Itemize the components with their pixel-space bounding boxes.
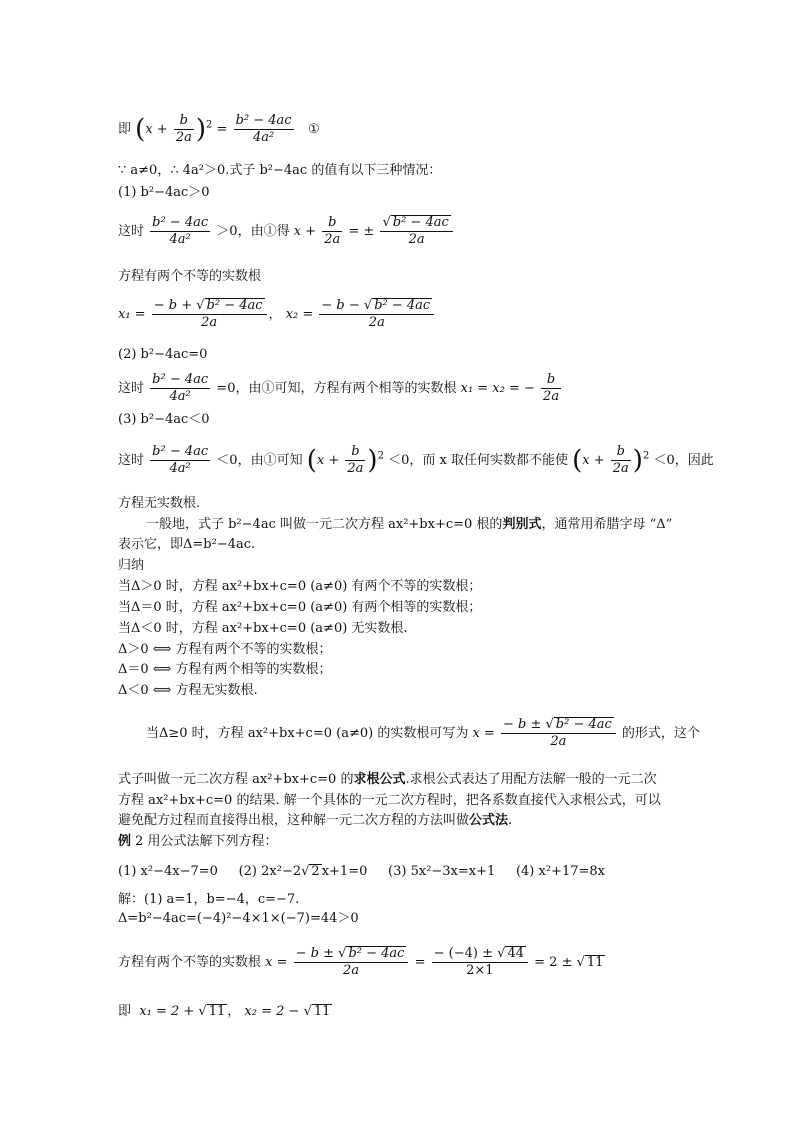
sqrt-symbol: √ <box>576 955 585 970</box>
text: 2 用公式法解下列方程： <box>131 834 278 849</box>
problems-row <box>118 863 605 881</box>
text: .求根公式表达了用配方法解一般的一元二次 <box>405 772 657 787</box>
comma: ， <box>227 1004 241 1019</box>
problem-2-end: x+1=0 <box>321 864 368 879</box>
text: ＜0，因此 <box>653 453 714 468</box>
fraction <box>380 215 452 248</box>
fraction <box>611 444 631 477</box>
x2-label: x₂ = <box>285 307 314 322</box>
numerator-start: − b − <box>321 298 364 313</box>
text: ＜0，而 x 取任何实数都不能使 <box>388 453 568 468</box>
numerator: b² − 4ac <box>152 444 209 459</box>
line-since: ∵ a≠0，∴ 4a²＞0.式子 b²−4ac 的值有以下三种情况： <box>118 163 442 178</box>
term-formula: 求根公式 <box>353 772 406 787</box>
sqrt-symbol: √ <box>363 298 373 313</box>
final-roots <box>118 1003 332 1021</box>
case-3-label: (3) b²−4ac＜0 <box>118 412 210 427</box>
denominator: 4a² <box>169 232 191 247</box>
denominator: 2a <box>175 130 192 145</box>
fraction <box>152 298 267 331</box>
exponent: 2 <box>206 119 213 131</box>
roots-formula <box>118 298 436 331</box>
numerator: b <box>541 372 561 389</box>
denominator: 2a <box>612 461 629 476</box>
text: 避免配方过程而直接得出根，这种解一元二次方程的方法叫做 <box>118 813 470 828</box>
fraction <box>150 215 210 248</box>
fraction <box>319 298 434 331</box>
two-distinct-roots-text: 方程有两个不等的实数根 <box>118 269 262 284</box>
sqrt-symbol: √ <box>196 298 205 313</box>
plus-minus: = ± <box>348 224 375 239</box>
left-paren: ( <box>306 445 317 476</box>
text: 一般地，式子 b²−4ac 叫做一元二次方程 ax²+bx+c=0 根的 <box>146 517 503 532</box>
denominator: 2a <box>347 461 364 476</box>
x-equals: x = <box>265 955 288 970</box>
text: 当Δ≥0 时，方程 ax²+bx+c=0 (a≠0) 的实数根可写为 <box>146 726 469 741</box>
left-paren: ( <box>135 114 146 145</box>
radicand: 11 <box>586 955 604 970</box>
denominator: 2a <box>343 963 360 978</box>
numerator-start: − b ± <box>502 717 546 732</box>
denominator: 2a <box>324 232 341 247</box>
marker-1: ① <box>307 122 320 137</box>
summary-heading: 归纳 <box>118 558 145 573</box>
text: 即 <box>118 1004 132 1019</box>
numerator: b <box>611 444 631 461</box>
equals: = <box>414 955 426 970</box>
fraction <box>541 372 561 405</box>
iff-case-3: Δ＜0 ⟺ 方程无实数根. <box>118 683 258 698</box>
sqrt-symbol: √ <box>198 1004 207 1019</box>
root-2: x₂ = 2 − <box>244 1004 304 1019</box>
sqrt-symbol: √ <box>301 864 310 879</box>
comma: ， <box>268 307 282 322</box>
formula-explanation: 方程 ax²+bx+c=0 的结果. 解一个具体的一元二次方程时，把各系数直接代入求根公式，可以 <box>118 793 661 808</box>
sqrt-symbol: √ <box>338 946 347 961</box>
quadratic-formula-line <box>146 717 700 750</box>
fraction <box>501 717 616 750</box>
x-plus: x + <box>293 224 317 239</box>
text: 即 <box>118 122 132 137</box>
radicand: b² − 4ac <box>348 946 405 961</box>
result-start: = 2 ± <box>534 955 577 970</box>
sqrt-symbol: √ <box>382 215 391 230</box>
right-paren: ) <box>632 445 643 476</box>
denominator: 2a <box>368 315 385 330</box>
radicand: 44 <box>507 946 524 961</box>
denominator: 4a² <box>169 389 191 404</box>
example-label: 例 <box>118 834 132 849</box>
numerator: b <box>322 215 342 232</box>
denominator: 4a² <box>252 130 275 145</box>
denominator: 4a² <box>169 461 191 476</box>
summary-case-1: 当Δ＞0 时，方程 ax²+bx+c=0 (a≠0) 有两个不等的实数根； <box>118 579 482 594</box>
x1-equals-x2: x₁ = x₂ = − <box>460 381 535 396</box>
text: . <box>508 813 513 828</box>
x-plus: x + <box>145 122 168 137</box>
case-2-derivation <box>118 372 563 405</box>
text: 这时 <box>118 453 145 468</box>
fraction-discriminant-over-4a2 <box>234 113 294 146</box>
numerator: b² − 4ac <box>152 372 209 387</box>
denominator: 2a <box>550 734 567 749</box>
radicand: 11 <box>313 1004 331 1019</box>
formula-method <box>118 812 512 830</box>
summary-case-3: 当Δ＜0 时，方程 ax²+bx+c=0 (a≠0) 无实数根. <box>118 621 408 636</box>
x1-label: x₁ = <box>118 307 146 322</box>
x-plus: x + <box>582 453 605 468</box>
iff-case-2: Δ＝0 ⟺ 方程有两个相等的实数根； <box>118 662 332 677</box>
fraction <box>432 946 528 979</box>
denominator: 2a <box>201 315 218 330</box>
iff-case-1: Δ＞0 ⟺ 方程有两个不等的实数根； <box>118 642 332 657</box>
no-real-roots: 方程无实数根. <box>118 496 201 511</box>
text: 式子叫做一元二次方程 ax²+bx+c=0 的 <box>118 772 354 787</box>
solution-coefficients: 解：(1) a=1，b=−4，c=−7. <box>118 892 300 907</box>
fraction-b-over-2a <box>174 113 194 146</box>
fraction <box>345 444 365 477</box>
radicand: b² − 4ac <box>206 298 263 313</box>
text: ＞0，由①得 <box>216 224 290 239</box>
denominator: 2a <box>543 389 560 404</box>
case-1-label: (1) b²−4ac＞0 <box>118 185 210 200</box>
numerator-start: − b ± <box>295 946 339 961</box>
numerator-start: − (−4) ± <box>433 946 498 961</box>
sqrt-symbol: √ <box>545 717 554 732</box>
exponent: 2 <box>377 450 384 462</box>
problem-2: (2) 2x²−2 <box>238 864 302 879</box>
text: 这时 <box>118 224 145 239</box>
text: 方程有两个不等的实数根 <box>118 955 262 970</box>
root-1: x₁ = 2 + <box>139 1004 199 1019</box>
case-2-label: (2) b²−4ac=0 <box>118 347 208 362</box>
problem-4: (4) x²+17=8x <box>515 864 605 879</box>
formula-definition <box>118 771 657 789</box>
text: ＜0，由①可知 <box>216 453 303 468</box>
text: =0，由①可知，方程有两个相等的实数根 <box>216 381 457 396</box>
right-paren: ) <box>367 445 378 476</box>
delta-definition: 表示它，即Δ=b²−4ac. <box>118 537 256 552</box>
numerator: b² − 4ac <box>152 215 209 230</box>
fraction <box>322 215 342 248</box>
numerator-start: − b + <box>153 298 197 313</box>
radicand: 11 <box>208 1004 226 1019</box>
exponent: 2 <box>642 450 650 462</box>
denominator: 2×1 <box>466 963 494 978</box>
radicand: b² − 4ac <box>374 298 431 313</box>
fraction <box>294 946 409 979</box>
problem-1: (1) x²−4x−7=0 <box>118 864 218 879</box>
summary-case-2: 当Δ＝0 时，方程 ax²+bx+c=0 (a≠0) 有两个相等的实数根； <box>118 600 482 615</box>
sqrt-symbol: √ <box>497 946 506 961</box>
solution-discriminant: Δ=b²−4ac=(−4)²−4×1×(−7)=44＞0 <box>118 911 359 926</box>
term-discriminant: 判别式 <box>502 517 542 532</box>
problem-3: (3) 5x²−3x=x+1 <box>388 864 496 879</box>
sqrt-symbol: √ <box>303 1004 312 1019</box>
case-1-derivation <box>118 215 455 248</box>
discriminant-definition <box>146 516 672 534</box>
radicand: 2 <box>311 864 320 879</box>
numerator: b <box>174 113 194 130</box>
solution-formula <box>118 946 605 979</box>
example-heading <box>118 833 278 851</box>
equals: = <box>216 122 228 137</box>
text: 的形式，这个 <box>621 726 700 741</box>
denominator: 2a <box>408 232 425 247</box>
x-equals: x = <box>472 726 495 741</box>
numerator: b <box>345 444 365 461</box>
fraction <box>150 444 210 477</box>
radicand: b² − 4ac <box>392 215 449 230</box>
x-plus: x + <box>316 453 340 468</box>
text: ，通常用希腊字母 “Δ” <box>541 517 673 532</box>
right-paren: ) <box>195 114 206 145</box>
left-paren: ( <box>572 445 583 476</box>
equation-1 <box>118 113 320 146</box>
case-3-derivation <box>118 444 714 477</box>
text: 这时 <box>118 381 145 396</box>
radicand: b² − 4ac <box>555 717 612 732</box>
numerator: b² − 4ac <box>235 113 292 128</box>
term-method: 公式法 <box>469 813 509 828</box>
fraction <box>150 372 210 405</box>
